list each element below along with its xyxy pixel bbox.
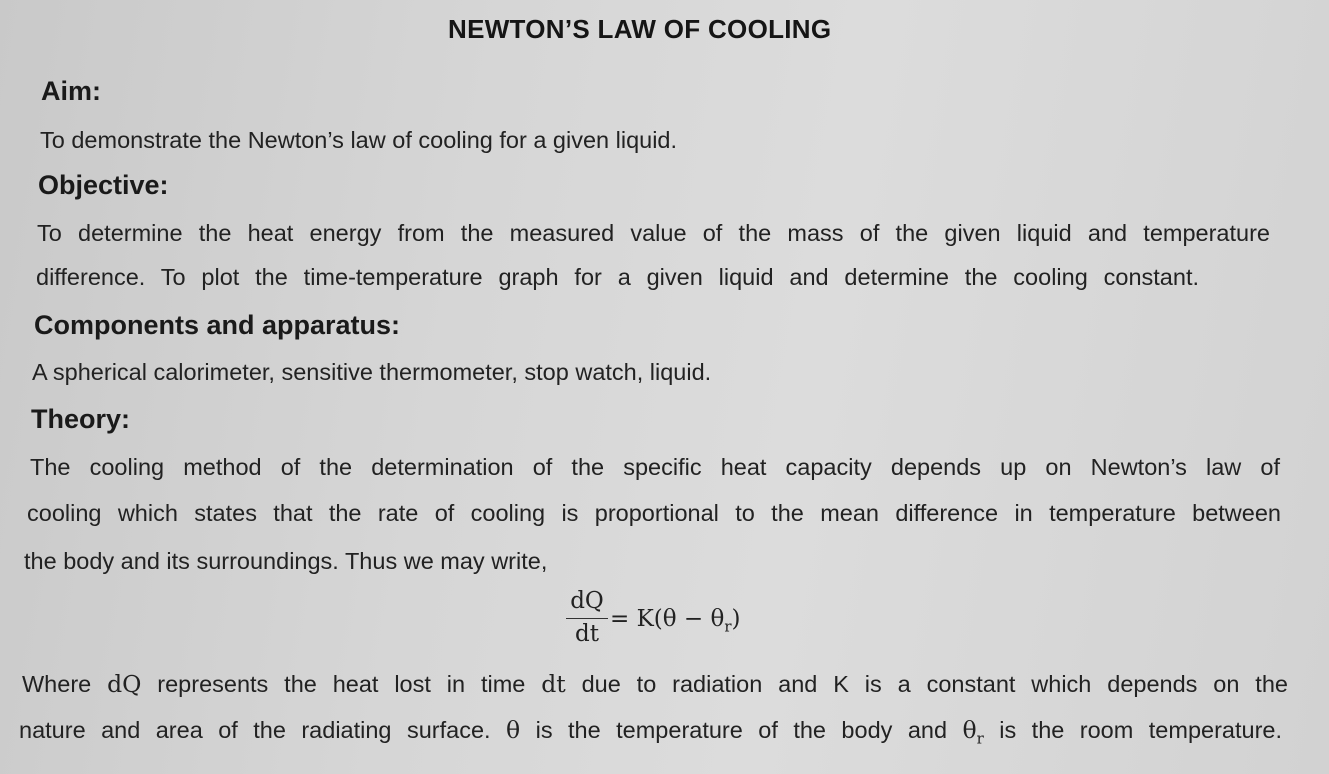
- objective-line-1: To determine the heat energy from the measured value of the mass of the given liquid and temperature: [37, 220, 1270, 246]
- where-text: is the temperature of the body and: [520, 717, 963, 743]
- page-title: NEWTON’S LAW OF COOLING: [448, 14, 832, 44]
- aim-heading: Aim:: [41, 76, 101, 106]
- equation-numerator: dQ: [570, 588, 604, 614]
- equation-rhs: [610, 606, 740, 636]
- equation-rhs-main: = K(θ − θ: [610, 606, 725, 632]
- equation-denominator: dt: [575, 621, 599, 647]
- dt-symbol: dt: [541, 670, 566, 698]
- equation-rhs-close: ): [731, 606, 741, 632]
- where-text: nature and area of the radiating surface.: [19, 717, 506, 743]
- where-line-1: [22, 670, 1288, 698]
- theta-symbol: θ: [506, 716, 521, 744]
- theta-r-subscript: r: [976, 729, 984, 748]
- where-text: due to radiation and K is a constant which depends on the: [565, 671, 1288, 697]
- where-text: is the room temperature.: [983, 717, 1282, 743]
- components-text: A spherical calorimeter, sensitive thermometer, stop watch, liquid.: [32, 359, 712, 385]
- theory-line-3: the body and its surroundings. Thus we may write,: [24, 548, 548, 574]
- components-heading: Components and apparatus:: [34, 310, 401, 340]
- objective-heading: Objective:: [38, 170, 169, 200]
- theta-r-symbol: θ: [962, 716, 977, 744]
- objective-line-2: difference. To plot the time-temperature graph for a given liquid and determine the cooling constant.: [36, 264, 1199, 290]
- theory-line-2: cooling which states that the rate of cooling is proportional to the mean difference in temperature between: [27, 500, 1281, 526]
- theory-heading: Theory:: [31, 404, 131, 434]
- where-text: represents the heat lost in time: [141, 671, 542, 697]
- dq-symbol: dQ: [107, 670, 142, 698]
- where-line-2: [19, 716, 1282, 748]
- theory-line-1: The cooling method of the determination of the specific heat capacity depends up on Newton’s law of: [30, 454, 1280, 480]
- where-text: Where: [22, 671, 108, 697]
- aim-text: To demonstrate the Newton’s law of cooling for a given liquid.: [40, 127, 678, 153]
- fraction-bar: [566, 618, 608, 619]
- equation-fraction: [566, 588, 608, 647]
- equation-rhs-subscript: r: [724, 617, 732, 636]
